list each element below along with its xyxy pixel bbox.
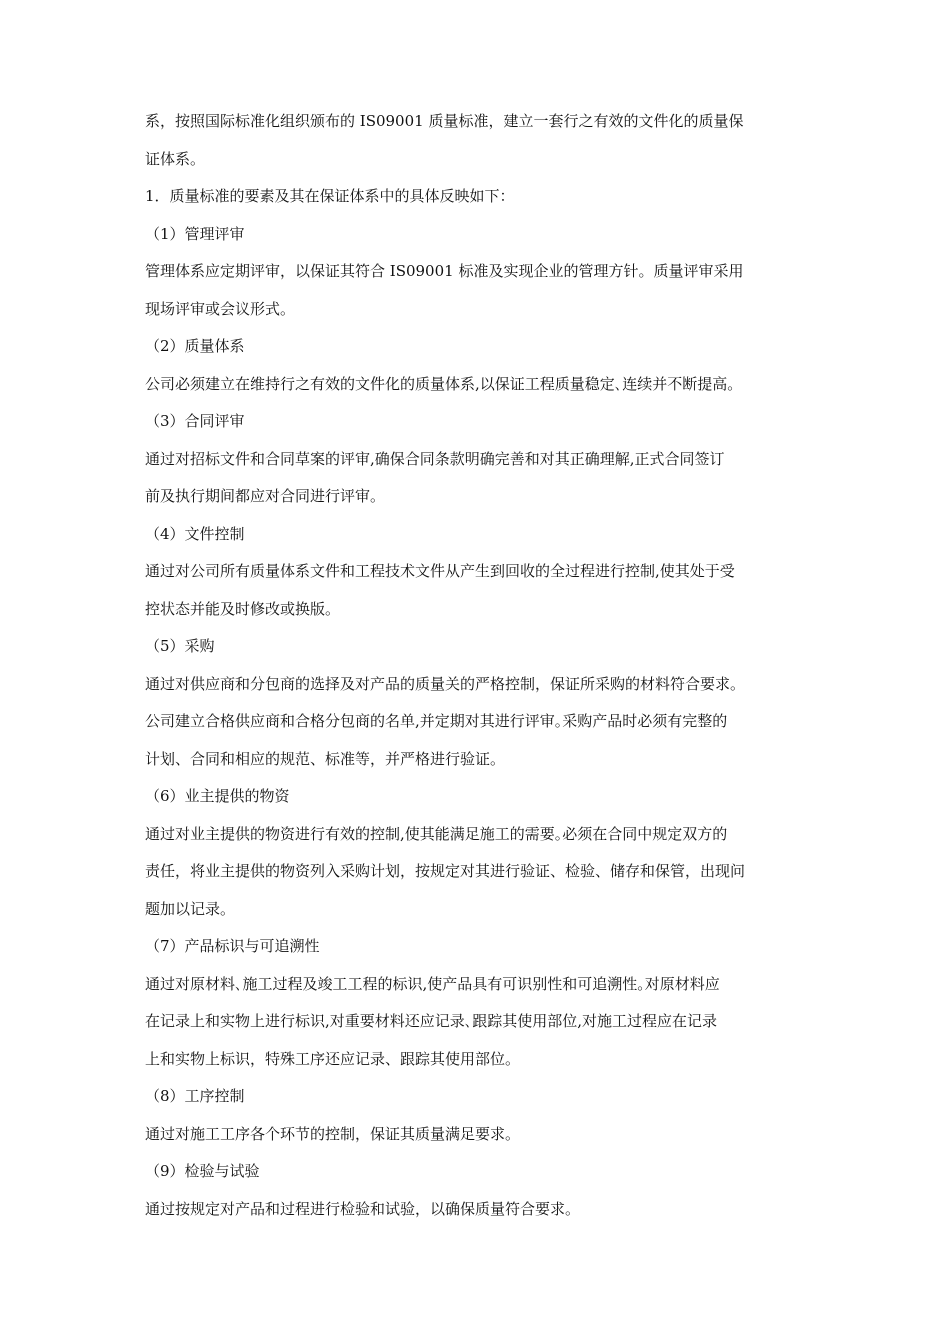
- body-paragraph: 通过按规定对产品和过程进行检验和试验，以确保质量符合要求。: [145, 1199, 581, 1218]
- body-paragraph: 通过对原材料､施工过程及竣工工程的标识,使产品具有可识别性和可追溯性｡对原材料应 在记录上和实物上进行标识,对重要材料还应记录､跟踪其使用部位,对施工过程应在记录 上和实物上标识，特殊工序还应记录、跟踪其使用部位。: [145, 974, 720, 1068]
- body-paragraph: 公司必须建立在维持行之有效的文件化的质量体系,以保证工程质量稳定､连续并不断提高。: [145, 374, 743, 393]
- document-body: [145, 103, 825, 1228]
- subsection-heading: （5）采购: [145, 637, 215, 655]
- body-paragraph: 管理体系应定期评审，以保证其符合 IS09001 标准及实现企业的管理方针。质量评审采用 现场评审或会议形式。: [145, 262, 744, 318]
- body-paragraph: 通过对公司所有质量体系文件和工程技术文件从产生到回收的全过程进行控制,使其处于受 控状态并能及时修改或换版。: [145, 562, 735, 618]
- subsection-heading: （2）质量体系: [145, 337, 245, 355]
- body-paragraph: 通过对招标文件和合同草案的评审,确保合同条款明确完善和对其正确理解,正式合同签订 前及执行期间都应对合同进行评审。: [145, 449, 725, 505]
- subsection-heading: （9）检验与试验: [145, 1162, 260, 1180]
- section-heading: 1．质量标准的要素及其在保证体系中的具体反映如下：: [145, 187, 515, 205]
- subsection-heading: （6）业主提供的物资: [145, 787, 290, 805]
- body-paragraph: 系，按照国际标准化组织颁布的 IS09001 质量标准，建立一套行之有效的文件化的质量保 证体系。: [145, 112, 744, 168]
- subsection-heading: （8）工序控制: [145, 1087, 245, 1105]
- body-paragraph: 通过对供应商和分包商的选择及对产品的质量关的严格控制，保证所采购的材料符合要求。 公司建立合格供应商和合格分包商的名单,并定期对其进行评审｡采购产品时必须有完整的 计划、合同和相应的规范、标准等，并严格进行验证。: [145, 674, 746, 768]
- body-paragraph: 通过对施工工序各个环节的控制，保证其质量满足要求。: [145, 1124, 521, 1143]
- subsection-heading: （7）产品标识与可追溯性: [145, 937, 320, 955]
- subsection-heading: （3）合同评审: [145, 412, 245, 430]
- subsection-heading: （1）管理评审: [145, 224, 245, 243]
- subsection-heading: （4）文件控制: [145, 524, 245, 543]
- body-paragraph: 通过对业主提供的物资进行有效的控制,使其能满足施工的需要｡必须在合同中规定双方的 责任，将业主提供的物资列入采购计划，按规定对其进行验证、检验、储存和保管，出现问 题加以记录。: [145, 824, 746, 918]
